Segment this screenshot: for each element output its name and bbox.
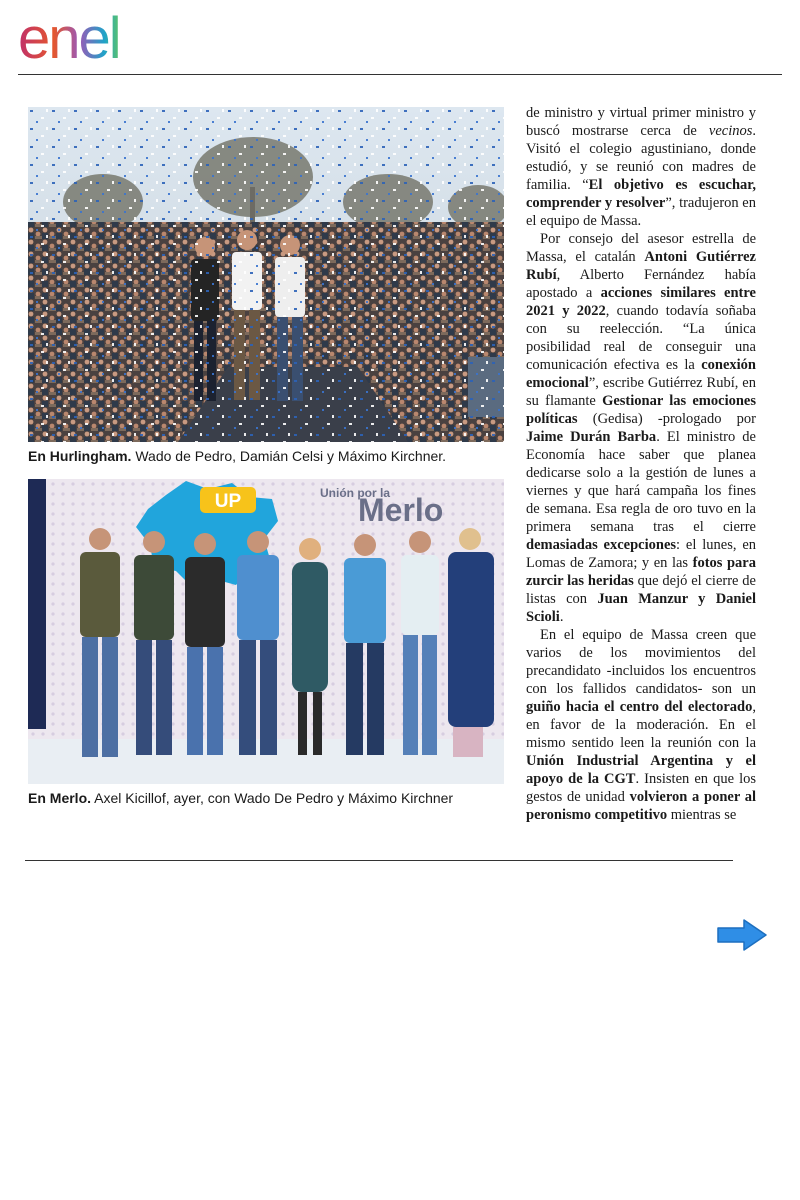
body-text: : el lunes, en Lomas de Zamora; y en las (526, 537, 757, 571)
bold-text: Jaime Durán Barba (526, 429, 657, 445)
right-arrow-icon[interactable] (716, 918, 768, 952)
caption-text: Wado de Pedro, Damián Celsi y Máximo Kirchner. (131, 448, 447, 464)
svg-text:Unión por la: Unión por la (320, 486, 390, 500)
bold-text: fotos para zurcir las heridas (526, 555, 756, 589)
article-paragraph (526, 104, 756, 230)
body-text: . El ministro de Economía hace saber que planea dedicarse solo a la gestión de lunes a viernes y que hará campaña los fines de semana. Esa regla de oro tuvo en la primera semana tras el cierre (526, 429, 756, 535)
italic-text: vecinos (708, 123, 753, 139)
body-text: . Insisten en que los gestos de unidad (526, 771, 757, 805)
body-text: . Visitó el colegio agustiniano, donde estudió, y se reunió con madres de familia. “ (526, 123, 756, 193)
bold-text: Gestionar las emociones políticas (526, 393, 756, 427)
bottom-divider (25, 860, 733, 861)
bold-text: guiño hacia el centro del electorado (526, 699, 753, 715)
bold-text: demasiadas excepciones (526, 537, 677, 553)
bold-text: volvieron a poner al peronismo competitivo (526, 789, 756, 823)
body-text: , Alberto Fernández había apostado a (526, 267, 756, 301)
body-text: (Gedisa) -prologado por (577, 411, 756, 427)
bold-text: Juan Manzur y Daniel Scioli (526, 591, 756, 625)
article-paragraph (526, 230, 756, 626)
body-text: mientras se (667, 807, 737, 823)
merlo-photo (28, 479, 504, 784)
caption-location: En Merlo. (28, 790, 92, 806)
body-text: ”, tradujeron en el equipo de Massa. (526, 195, 756, 229)
body-text: de ministro y virtual primer ministro y buscó mostrarse cerca de (526, 105, 756, 139)
body-text: . (559, 609, 564, 625)
caption-text: Axel Kicillof, ayer, con Wado De Pedro y Máximo Kirchner (91, 790, 454, 806)
hurlingham-photo (28, 107, 504, 442)
bold-text: El objetivo es escuchar, comprender y resolver (526, 177, 756, 211)
body-text: que dejó el cierre de listas con (526, 573, 756, 607)
bold-text: Antoni Gutiérrez Rubí (526, 249, 756, 283)
svg-text:UP: UP (214, 491, 242, 512)
body-text: , en favor de la moderación. En el mismo sentido leen la reunión con la (526, 699, 756, 751)
bold-text: acciones similares entre 2021 y 2022 (526, 285, 756, 319)
body-text: Por consejo del asesor estrella de Massa, el catalán (526, 231, 756, 265)
enel-logo (18, 8, 188, 68)
bold-text: conexión emocional (526, 357, 756, 391)
banner-city: Merlo (358, 492, 444, 528)
body-text: , cuando todavía soñaba con su reelección. “La única posibilidad real de conseguir una comunicación efectiva es la (526, 303, 756, 373)
body-text: ”, escribe Gutiérrez Rubí, en su flamante (526, 375, 756, 409)
bold-text: Unión Industrial Argentina y el apoyo de la CGT (526, 753, 756, 787)
article-body (526, 104, 756, 824)
hurlingham-caption (28, 447, 508, 465)
merlo-caption (28, 789, 508, 807)
caption-location: En Hurlingham. (28, 448, 132, 464)
article-paragraph (526, 626, 756, 824)
header-divider (18, 74, 782, 75)
svg-text:enel: enel (18, 8, 120, 68)
body-text: En el equipo de Massa creen que varios de los movimientos del precandidato -incluidos los encuentros con los fallidos candidatos- son un (526, 627, 756, 697)
